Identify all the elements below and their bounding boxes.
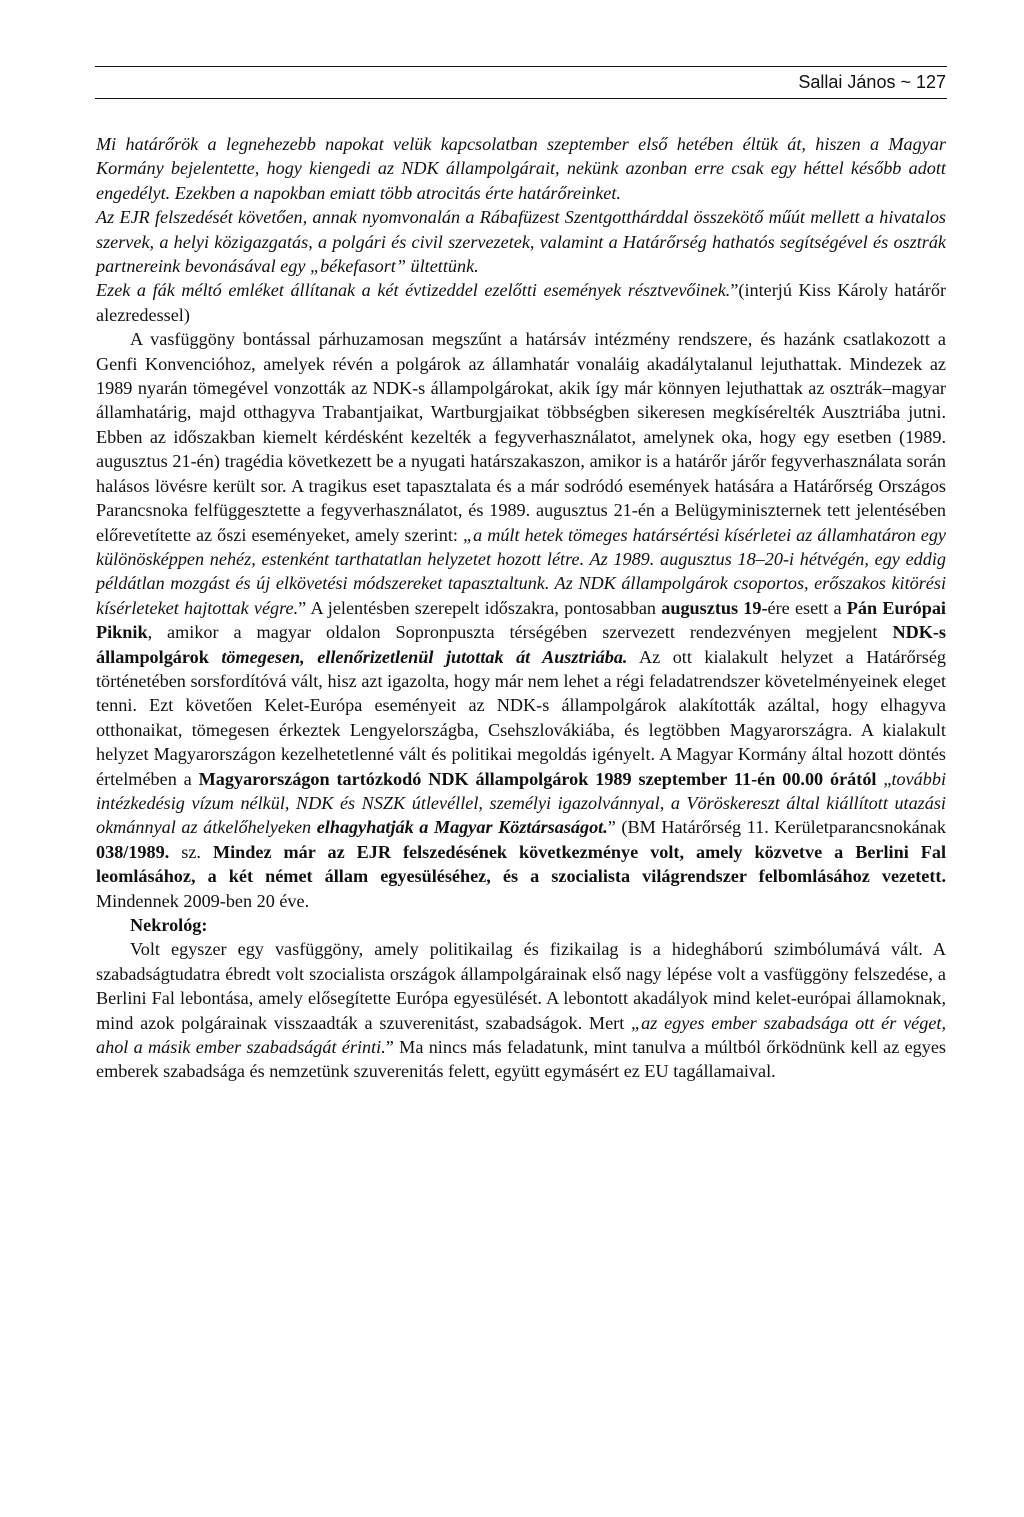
emphasis-crossing: tömegesen, ellenőrizetlenül jutottak át Ausztriába. — [221, 646, 628, 667]
emphasis-date: augusztus 19- — [661, 597, 768, 618]
emphasis-citizens: NDK-s állampolgárok — [96, 622, 946, 667]
freedom-quote: „az egyes ember szabadsága ott ér véget, ahol a másik ember szabadságát érinti. — [96, 1012, 946, 1058]
text-segment: ” Ma nincs más feladatunk, mint tanulva a múltból őrködnünk kell az egyes emberek szabadsága és nemzetünk szuverenitás felett, együtt egymásért ez EU tagállamaival. — [96, 1037, 946, 1082]
text-segment: Az ott kialakult helyzet a Határőrség történetében sorsfordítóvá vált, hisz azt igazolta, hogy már nem lehet a régi feladatrendszer követelményeinek eleget tenni. Ezt követően Kelet-Európa eseményeit az NDK-s állampolgárok alakították azáltal, hogy elhagyva otthonaikat, tömegesen érkeztek Lengyelországba, Csehszlovákiába, és legtöbben Magyarországra. A kialakult helyzet Magyarországon kezelhetetlenné vált és politikai megoldás igényelt. A Magyar Kormány által hozott döntés értelmében a — [96, 646, 946, 789]
emphasis-doc-number: 038/1989. — [96, 841, 170, 862]
page-body — [96, 132, 946, 1084]
interview-closing-text: Ezek a fák méltó emléket állítanak a két évtizeddel ezelőtti események résztvevőinek. — [96, 280, 731, 301]
text-segment: A vasfüggöny bontással párhuzamosan megszűnt a határsáv intézmény rendszere, és hazánk csatlakozott a Genfi Konvencióhoz, amelyek révén a polgárok az államhatár vonaláig akadálytalanul lejuthattak. Mindezek az 1989 nyarán tömegével vonzották az NDK-s állampolgárokat, akik így már könnyen lejuthattak az osztrák–magyar államhatárig, majd otthagyva Trabantjaikat, Wartburgjaikat többségben sikeresen megkísérelték Ausztriába jutni. Ebben az időszakban kiemelt kérdésként kezelték a fegyverhasználatot, amelynek oka, hogy egy esetben (1989. augusztus 21-én) tragédia következett be a nyugati határszakaszon, amikor is a határőr járőr fegyverhasználata során halásos lövésre került sor. A tragikus eset tapasztalata és a már sodródó események hatására a Határőrség Országos Parancsnoka felfüggesztette a fegyverhasználatot, és 1989. augusztus 21-én a Belügyminiszternek tett jelentésében előrevetítette az őszi eseményeket, amely szerint: — [96, 329, 946, 545]
text-segment: „ — [876, 768, 892, 789]
text-segment: Mindennek 2009-ben 20 éve. — [96, 890, 310, 911]
interview-paragraph-2: Az EJR felszedését követően, annak nyomvonalán a Rábafüzest Szentgotthárddal összekötő műút mellett a hivatalos szervek, a helyi közigazgatás, a polgári és civil szervezetek, valamint a Határőrség hathatós segítségével és osztrák partnereink bevonásával egy „békefasort” ültettünk. — [96, 207, 946, 277]
text-segment: Volt egyszer egy vasfüggöny, amely politikailag és fizikailag is a hidegháború szimbólumává vált. A szabadságtudatra ébredt volt szocialista országok állampolgárainak első nagy lépése volt a vasfüggöny felszedése, a Berlini Fal lebontása, amely elősegítette Európa egyesülését. A lebontott akadályok mind kelet-európai államoknak, mind azok polgárainak visszaadták a szuverenitást, szabadságok. Mert — [96, 939, 946, 1033]
decision-quote: további intézkedésig vízum nélkül, NDK és NSZK útlevéllel, személyi igazolvánnyal, a Vöröskereszt által kiállított utazási okmánnyal az átkelőhelyeken — [96, 768, 946, 838]
report-quote: „a múlt hetek tömeges határsértési kísérletei az államhatáron egy különösképpen nehéz, estenként tarthatatlan helyzetet hozott létre. Az 1989. augusztus 18–20-i hétvégén, egy eddig példátlan mozgást és új elkövetési módszereket tapasztaltunk. Az NDK állampolgárok csoportos, erőszakos kitörési kísérleteket hajtottak végre. — [96, 524, 946, 618]
running-header: Sallai János ~ 127 — [798, 72, 946, 92]
emphasis-consequence: Mindez már az EJR felszedésének következménye volt, amely közvetve a Berlini Fal leomlásához, a két német állam egyesüléséhez, és a szocialista világrendszer felbomlásához vezetett. — [96, 841, 946, 887]
text-segment: ” A jelentésben szerepelt időszakra, pontosabban — [298, 597, 662, 618]
body-paragraph-nekrolog — [96, 937, 946, 1083]
interview-paragraph-3 — [96, 278, 946, 327]
header-top-rule — [95, 66, 947, 67]
section-heading-nekrolog: Nekrológ: — [130, 915, 208, 935]
text-segment: ére esett a — [767, 597, 847, 618]
emphasis-leave: elhagyhatják a Magyar Köztársaságot. — [316, 817, 608, 838]
interview-paragraph-1: Mi határőrök a legnehezebb napokat velük kapcsolatban szeptember első hetében éltük át, hiszen a Magyar Kormány bejelentette, hogy kiengedi az NDK állampolgárait, nekünk azonban erre csak egy héttel később adott engedélyt. Ezekben a napokban emiatt több atrocitás érte határőreinket. — [96, 134, 946, 203]
text-segment: sz. — [169, 841, 213, 862]
interview-source: ”(interjú Kiss Károly határőr alezredessel) — [96, 280, 946, 325]
emphasis-picnic: Pán Európai Piknik — [96, 597, 946, 643]
text-segment: , amikor a magyar oldalon Sopronpuszta térségében szervezett rendezvényen megjelent — [147, 622, 893, 643]
emphasis-decision: Magyarországon tartózkodó NDK állampolgárok 1989 szeptember 11-én 00.00 órától — [198, 768, 877, 789]
text-segment: ” (BM Határőrség 11. Kerületparancsnokának — [607, 817, 947, 838]
body-paragraph-iron-curtain — [96, 327, 946, 913]
header-bottom-rule — [95, 98, 947, 99]
